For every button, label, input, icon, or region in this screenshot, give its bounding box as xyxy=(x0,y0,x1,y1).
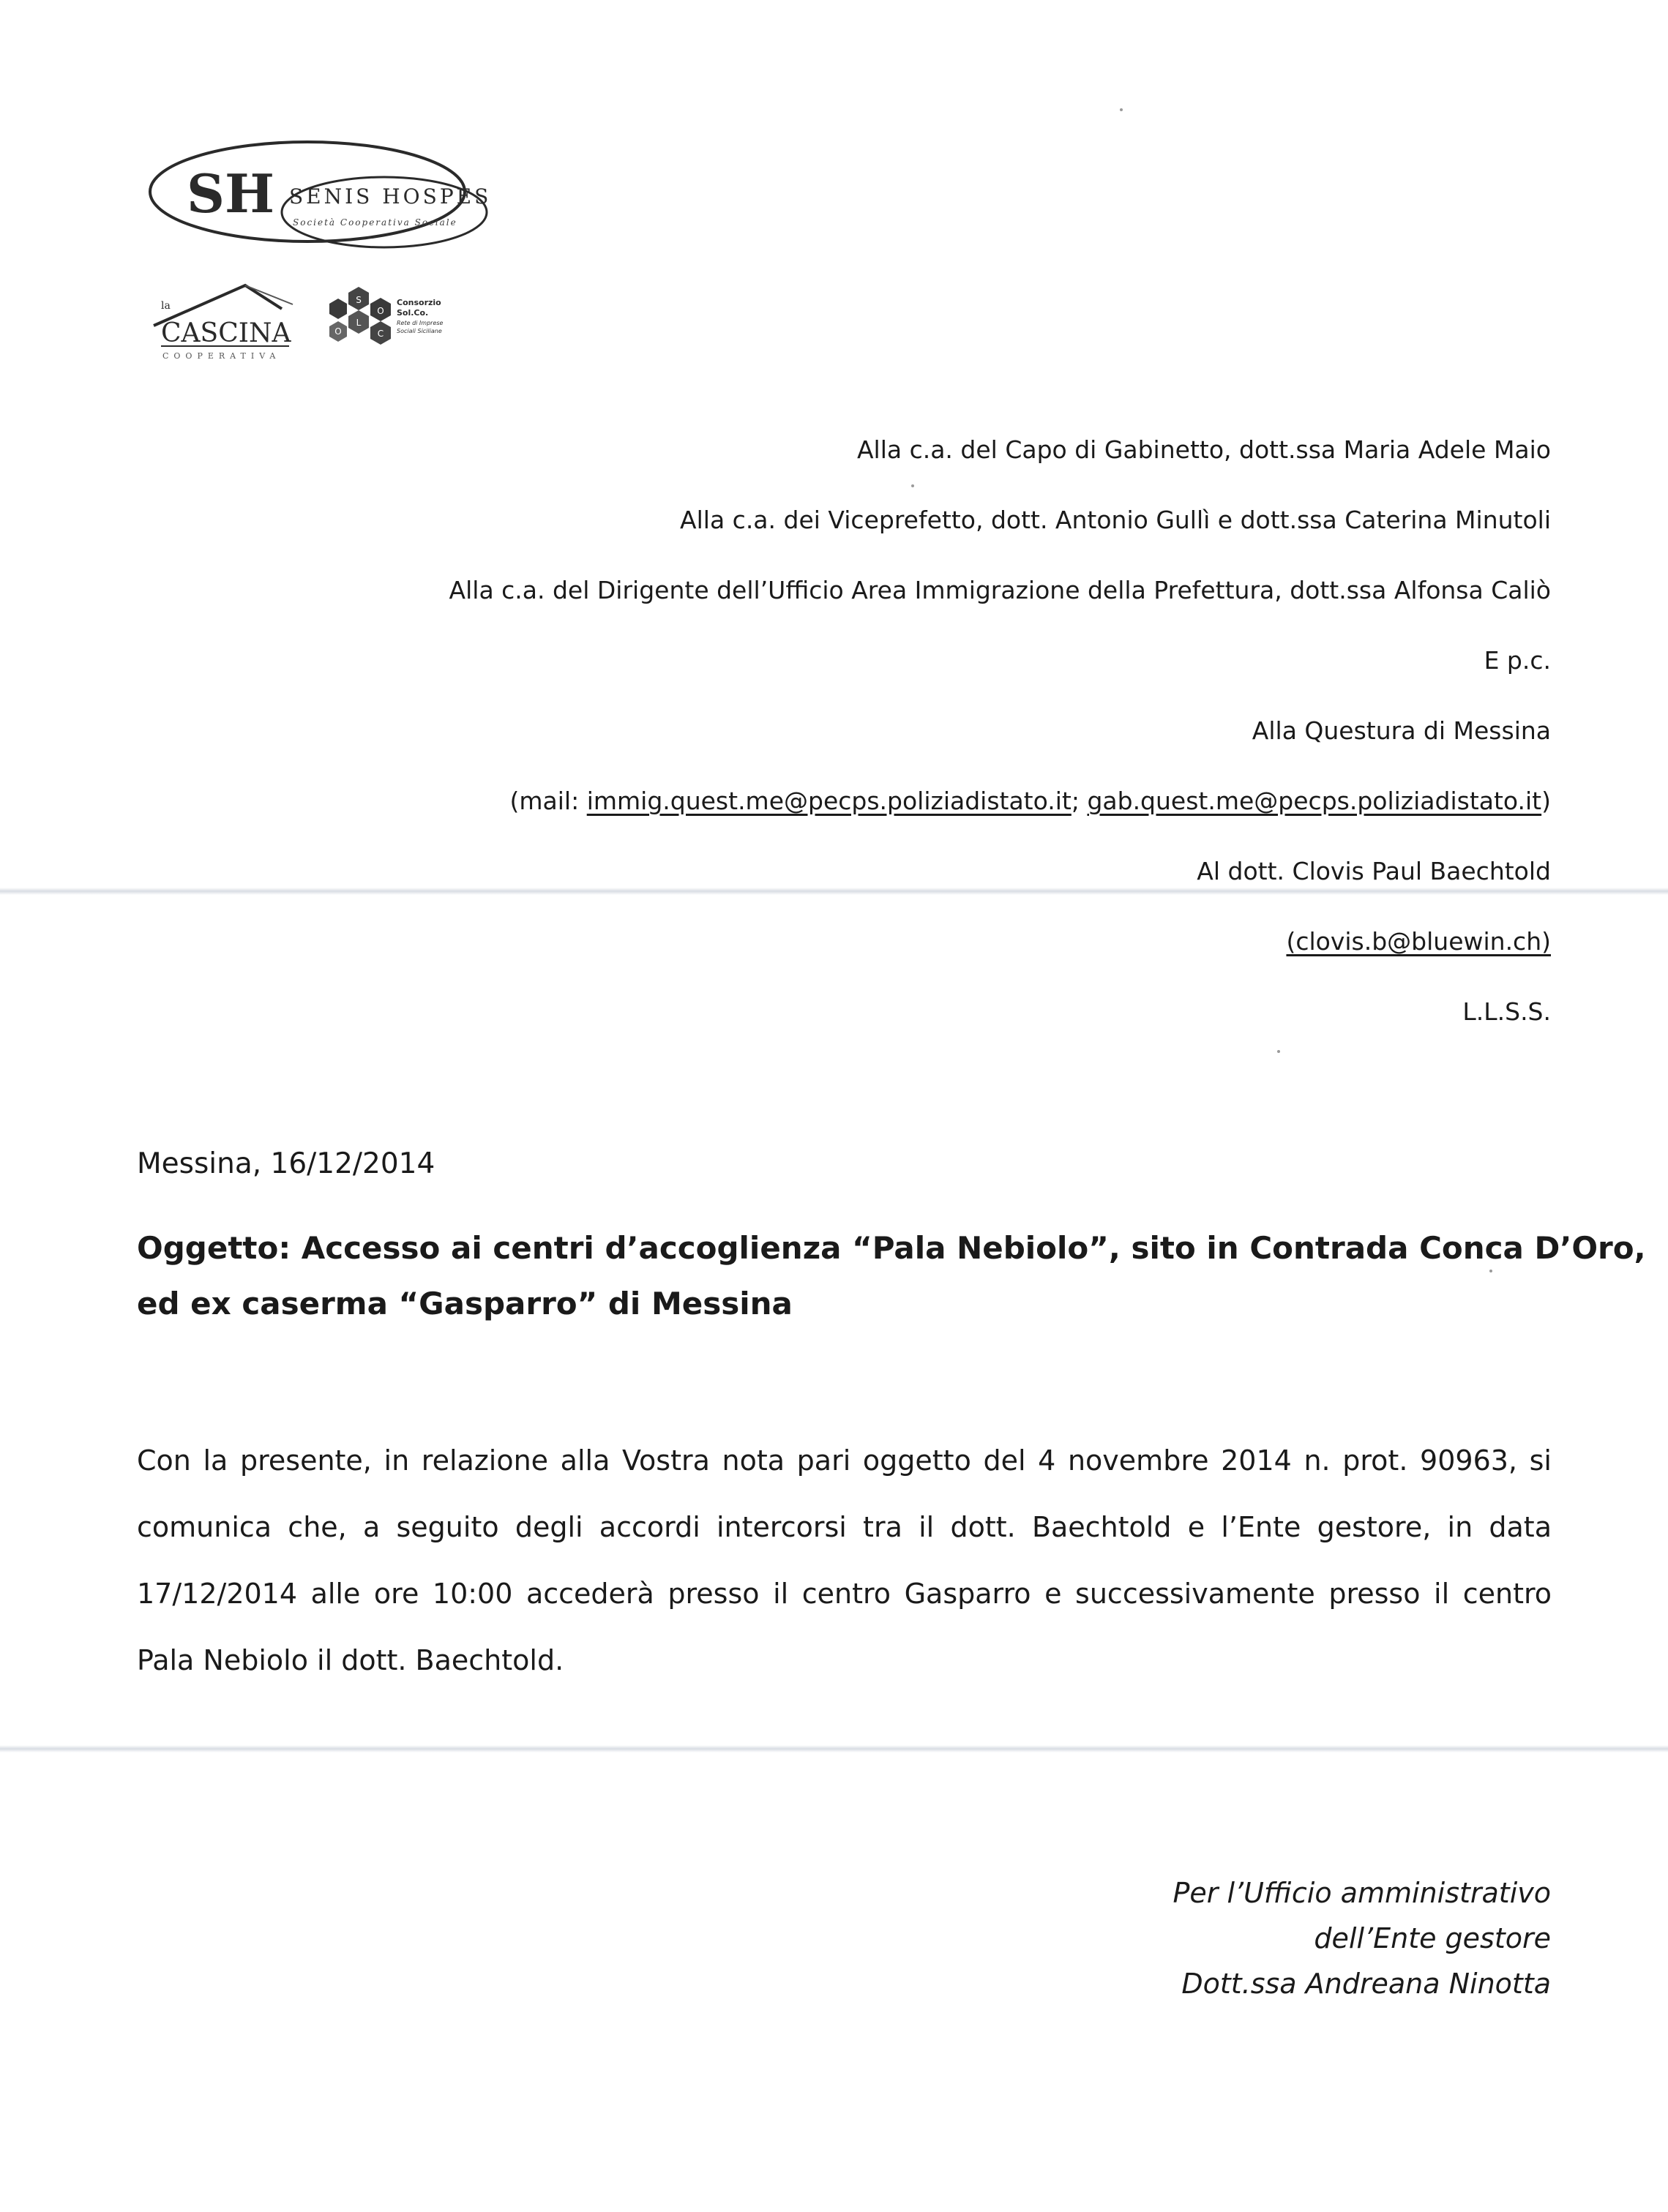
logo-secondary-prefix: la xyxy=(161,300,171,312)
subject-line: Oggetto: Accesso ai centri d’accoglienza “Pala Nebiolo”, sito in Contrada Conca D’Oro, xyxy=(137,1230,1646,1266)
body-line: comunica che, a seguito degli accordi intercorsi tra il dott. Baechtold e l’Ente gestore, in data xyxy=(137,1511,1552,1543)
recipient-line: L.L.S.S. xyxy=(1462,997,1551,1026)
recipient-line: Alla c.a. dei Viceprefetto, dott. Antonio Gullì e dott.ssa Caterina Minutoli xyxy=(680,506,1551,534)
scan-speck xyxy=(1120,108,1123,111)
paper-fold-crease xyxy=(0,1745,1668,1752)
la-cascina-logo xyxy=(154,285,293,361)
hex-letter: S xyxy=(356,295,362,305)
logo-secondary-name: CASCINA xyxy=(161,318,291,348)
mail-suffix: ) xyxy=(1541,787,1551,815)
consortium-text: Sociali Siciliane xyxy=(397,328,442,334)
hex-letter: O xyxy=(334,326,342,337)
consortium-text: Sol.Co. xyxy=(397,308,429,318)
email-link-gabinetto[interactable]: gab.quest.me@pecps.poliziadistato.it xyxy=(1087,787,1542,815)
signature-line: dell’Ente gestore xyxy=(1314,1922,1551,1954)
body-line: Pala Nebiolo il dott. Baechtold. xyxy=(137,1644,564,1676)
mail-prefix: (mail: xyxy=(509,787,587,815)
logo-primary-name: SENIS HOSPES xyxy=(289,184,492,209)
recipient-line: Alla c.a. del Capo di Gabinetto, dott.ssa Maria Adele Maio xyxy=(856,435,1551,464)
hex-letter: C xyxy=(377,329,384,339)
solco-consortium-logo xyxy=(329,287,444,345)
recipient-line: Al dott. Clovis Paul Baechtold xyxy=(1197,857,1551,885)
body-line: Con la presente, in relazione alla Vostra nota pari oggetto del 4 novembre 2014 n. prot. 90963, si xyxy=(137,1444,1552,1477)
letter-subject xyxy=(137,1221,1646,1332)
body-line: 17/12/2014 alle ore 10:00 accederà presso il centro Gasparro e successivamente presso il centro xyxy=(137,1578,1552,1610)
letterhead-logo-graphic xyxy=(146,139,498,373)
mail-separator: ; xyxy=(1071,787,1088,815)
hex-letter: L xyxy=(356,318,362,328)
consortium-text: Rete di Imprese xyxy=(397,320,444,326)
recipient-mail-line xyxy=(307,779,1551,850)
logo-primary-subtitle: Società Cooperativa Sociale xyxy=(293,217,457,228)
recipient-line: Alla c.a. del Dirigente dell’Ufficio Area Immigrazione della Prefettura, dott.ssa Alfonsa Caliò xyxy=(449,576,1551,604)
signature-line: Per l’Ufficio amministrativo xyxy=(1173,1877,1551,1909)
logo-secondary-subtitle: COOPERATIVA xyxy=(162,351,281,361)
signature-block xyxy=(1173,1870,1551,2006)
signature-name: Dott.ssa Andreana Ninotta xyxy=(1181,1968,1551,2000)
subject-line: ed ex caserma “Gasparro” di Messina xyxy=(137,1286,793,1321)
consortium-text: Consorzio xyxy=(397,298,441,307)
letter-body xyxy=(137,1439,1552,1705)
logo-monogram: SH xyxy=(187,162,275,225)
letterhead-logos xyxy=(146,139,498,373)
recipient-email-line xyxy=(307,920,1551,990)
cc-label: E p.c. xyxy=(1484,646,1551,675)
recipients-block xyxy=(307,428,1551,1060)
letter-date: Messina, 16/12/2014 xyxy=(137,1147,435,1180)
senis-hospes-logo xyxy=(150,142,491,247)
recipient-line: Alla Questura di Messina xyxy=(1252,716,1551,745)
email-link-baechtold[interactable]: (clovis.b@bluewin.ch) xyxy=(1286,927,1551,956)
email-link-immigrazione[interactable]: immig.quest.me@pecps.poliziadistato.it xyxy=(586,787,1072,815)
hex-letter: O xyxy=(377,306,384,316)
